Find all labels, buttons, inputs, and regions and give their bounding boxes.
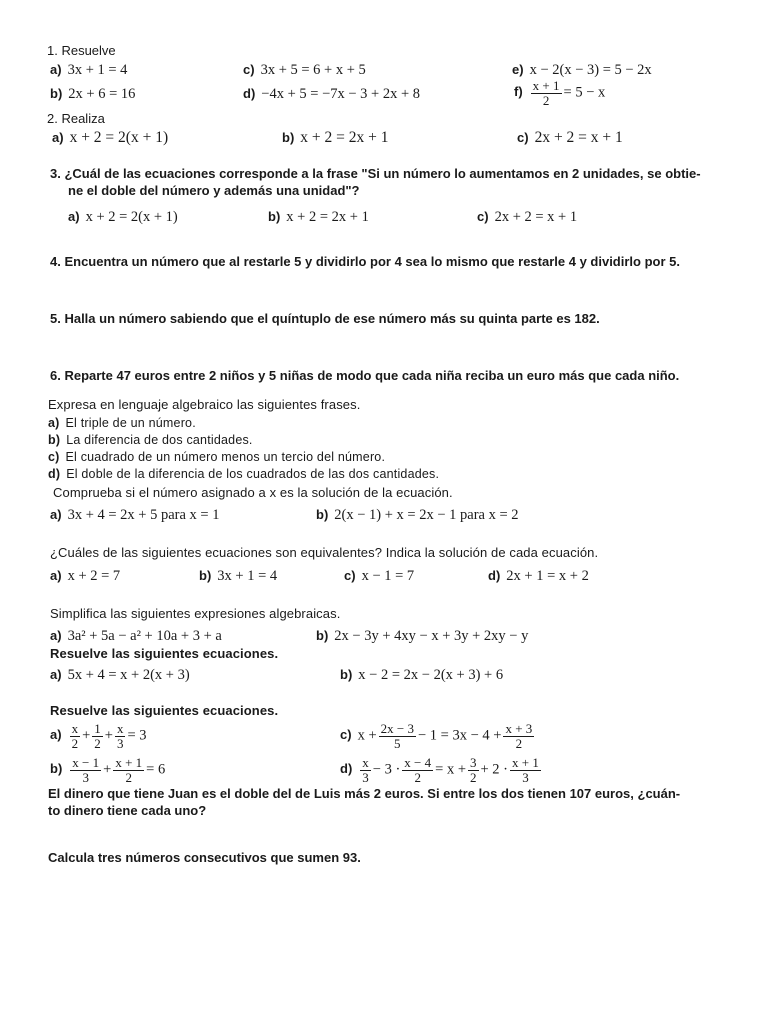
question-6: 6. Reparte 47 euros entre 2 niños y 5 niñas de modo que cada niña reciba un euro más que cada niño. — [50, 368, 680, 383]
expresa-title: Expresa en lenguaje algebraico las siguientes frases. — [48, 397, 361, 412]
resuelve-1-item-b: b) x − 2 = 2x − 2(x + 3) + 6 — [340, 667, 504, 683]
section-2-title: 2. Realiza — [47, 111, 105, 126]
question-5: 5. Halla un número sabiendo que el quíntuplo de ese número más su quinta parte es 182. — [50, 311, 600, 326]
juan-problem-line-1: El dinero que tiene Juan es el doble del de Luis más 2 euros. Si entre los dos tienen 107 euros, ¿cuán- — [48, 786, 681, 801]
s1-item-a: a) 3x + 1 = 4 — [50, 62, 128, 78]
s2-item-a: a) x + 2 = 2(x + 1) — [52, 129, 169, 146]
calcula-problem: Calcula tres números consecutivos que sumen 93. — [48, 850, 361, 865]
comprueba-item-a: a) 3x + 4 = 2x + 5 para x = 1 — [50, 507, 220, 523]
resuelve-1-item-a: a) 5x + 4 = x + 2(x + 3) — [50, 667, 190, 683]
expresa-item-d: d) El doble de la diferencia de los cuadrados de las dos cantidades. — [48, 467, 440, 481]
question-4: 4. Encuentra un número que al restarle 5 y dividirlo por 4 sea lo mismo que restarle 4 y dividirlo por 5. — [50, 254, 680, 269]
question-3-line-2: ne el doble del número y además una unidad"? — [68, 183, 360, 198]
s1-item-f: f) $\frac{x + 1}{2}$ = 5 − x — [514, 78, 606, 108]
comprueba-item-b: b) 2(x − 1) + x = 2x − 1 para x = 2 — [316, 507, 519, 523]
section-1-title: 1. Resuelve — [47, 43, 116, 58]
juan-problem-line-2: to dinero tiene cada uno? — [48, 803, 207, 818]
comprueba-title: Comprueba si el número asignado a x es la solución de la ecuación. — [53, 485, 453, 500]
expresa-item-b: b) La diferencia de dos cantidades. — [48, 433, 253, 447]
equivalentes-item-d: d) 2x + 1 = x + 2 — [488, 568, 589, 584]
s2-item-c: c) 2x + 2 = x + 1 — [517, 129, 623, 146]
q3-option-a: a) x + 2 = 2(x + 1) — [68, 209, 178, 225]
s1-item-b: b) 2x + 6 = 16 — [50, 86, 136, 102]
resuelve-2-item-d: d) $\frac{x}{3}$ − 3 · $\frac{x - 4}{2}$ = x + $\frac{3}{2}$ + 2 · $\frac{x + 1}{3}$ — [340, 755, 539, 785]
equivalentes-item-b: b) 3x + 1 = 4 — [199, 568, 278, 584]
expresa-item-c: c) El cuadrado de un número menos un tercio del número. — [48, 450, 386, 464]
s2-item-b: b) x + 2 = 2x + 1 — [282, 129, 389, 146]
resuelve-2-item-b: b) $\frac{x - 1}{3}$ + $\frac{x + 1}{2}$ = 6 — [50, 755, 166, 785]
s1-item-d: d) −4x + 5 = −7x − 3 + 2x + 8 — [243, 86, 421, 102]
q3-option-b: b) x + 2 = 2x + 1 — [268, 209, 369, 225]
resuelve-2-title: Resuelve las siguientes ecuaciones. — [50, 703, 279, 718]
equivalentes-item-a: a) x + 2 = 7 — [50, 568, 121, 584]
simplifica-item-a: a) 3a² + 5a − a² + 10a + 3 + a — [50, 628, 222, 644]
fraction: $\frac{x + 1}{2}$ — [532, 78, 560, 108]
s1-item-c: c) 3x + 5 = 6 + x + 5 — [243, 62, 366, 78]
question-3-line-1: 3. ¿Cuál de las ecuaciones corresponde a la frase "Si un número lo aumentamos en 2 unidades, se obtie- — [50, 166, 701, 181]
simplifica-title: Simplifica las siguientes expresiones algebraicas. — [50, 606, 341, 621]
expresa-item-a: a) El triple de un número. — [48, 416, 196, 430]
resuelve-2-item-a: a) $\frac{x}{2}$ + $\frac{1}{2}$ + $\frac{x}{3}$ = 3 — [50, 721, 147, 751]
q3-option-c: c) 2x + 2 = x + 1 — [477, 209, 578, 225]
s1-item-e: e) x − 2(x − 3) = 5 − 2x — [512, 62, 652, 78]
simplifica-item-b: b) 2x − 3y + 4xy − x + 3y + 2xy − y — [316, 628, 529, 644]
resuelve-1-title: Resuelve las siguientes ecuaciones. — [50, 646, 279, 661]
equivalentes-item-c: c) x − 1 = 7 — [344, 568, 415, 584]
equivalentes-title: ¿Cuáles de las siguientes ecuaciones son equivalentes? Indica la solución de cada ecuación. — [50, 545, 599, 560]
resuelve-2-item-c: c) x + $\frac{2x - 3}{5}$ − 1 = 3x − 4 + $\frac{x + 3}{2}$ — [340, 721, 533, 751]
